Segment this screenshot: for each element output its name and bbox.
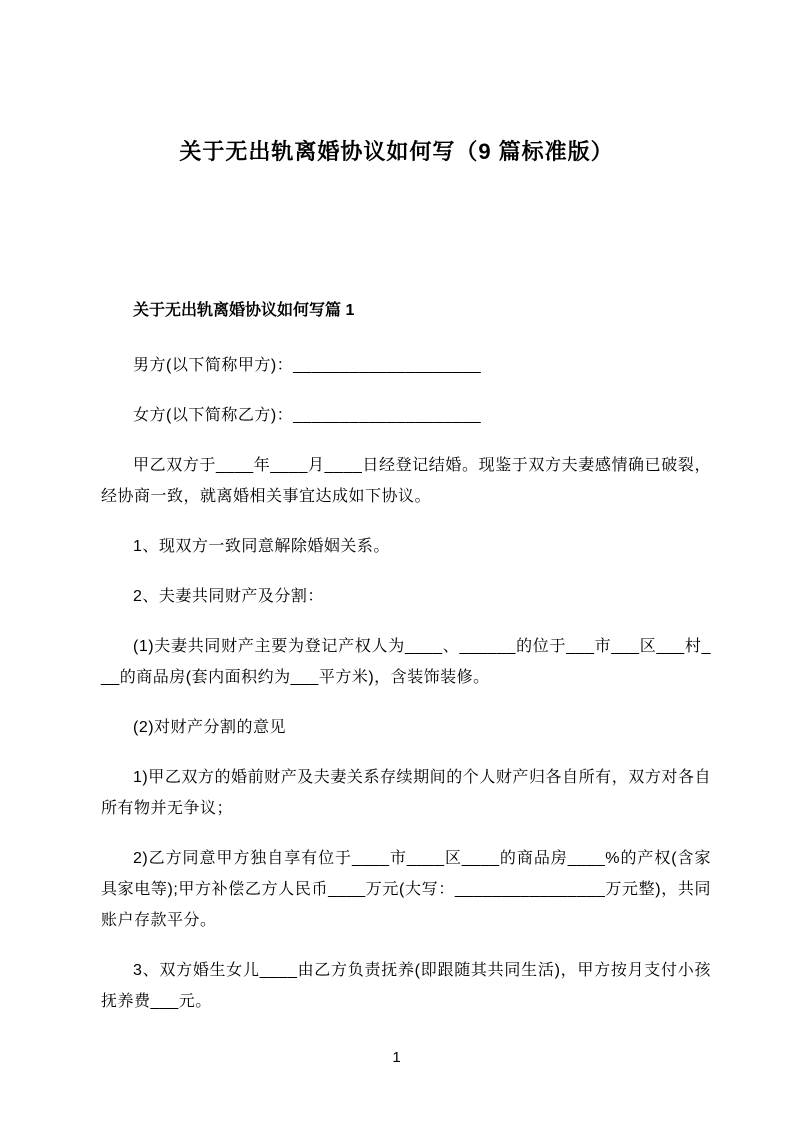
para-item-3-child-custody: 3、双方婚生女儿____由乙方负责抚养(即跟随其共同生活)，甲方按月支付小孩抚养费___元。 bbox=[101, 962, 711, 1010]
para-party-a: 男方(以下简称甲方)：____________________ bbox=[133, 357, 482, 374]
para-item-2-property: 2、夫妻共同财产及分割： bbox=[133, 588, 324, 605]
para-marriage-registration: 甲乙双方于____年____月____日经登记结婚。现鉴于双方夫妻感情确已破裂，经协商一致，就离婚相关事宜达成如下协议。 bbox=[101, 457, 711, 505]
para-item-2-2-division-opinion: (2)对财产分割的意见 bbox=[133, 719, 287, 736]
para-party-b: 女方(以下简称乙方)：____________________ bbox=[133, 407, 482, 424]
page-number: 1 bbox=[392, 1049, 401, 1066]
para-item-2-2-1-premarital-property: 1)甲乙双方的婚前财产及夫妻关系存续期间的个人财产归各自所有，双方对各自所有物并无争议； bbox=[101, 769, 711, 817]
para-item-1-dissolution: 1、现双方一致同意解除婚姻关系。 bbox=[133, 538, 390, 555]
para-item-2-2-2-house-ownership: 2)乙方同意甲方独自享有位于____市____区____的商品房____%的产权(含家具家电等);甲方补偿乙方人民币____万元(大写：________________万元整)，共同账户存款平分。 bbox=[101, 850, 711, 929]
section-heading: 关于无出轨离婚协议如何写篇 1 bbox=[133, 302, 355, 319]
para-item-2-1-property-detail: (1)夫妻共同财产主要为登记产权人为____、______的位于___市___区___村___的商品房(套内面积约为___平方米)，含装饰装修。 bbox=[101, 638, 711, 686]
document-title: 关于无出轨离婚协议如何写（9 篇标准版） bbox=[179, 139, 614, 164]
